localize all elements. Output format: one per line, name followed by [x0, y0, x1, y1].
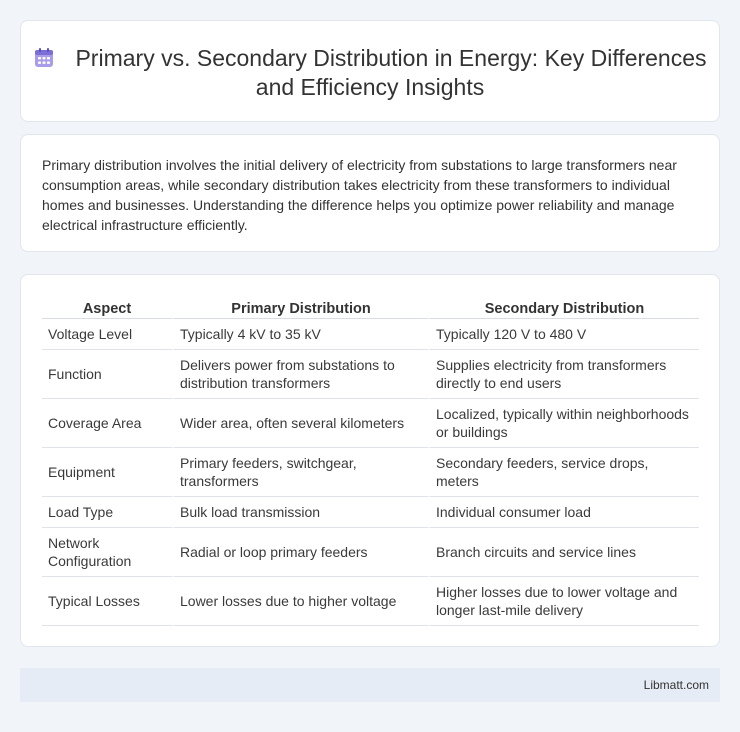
header-aspect: Aspect	[42, 295, 172, 319]
footer-brand-link[interactable]: Libmatt.com	[643, 678, 709, 692]
row-secondary: Secondary feeders, service drops, meters	[428, 448, 699, 497]
row-aspect: Network Configuration	[42, 528, 172, 577]
row-secondary: Branch circuits and service lines	[428, 528, 699, 577]
table-row	[42, 528, 699, 577]
intro-card	[20, 134, 720, 252]
row-aspect: Equipment	[42, 448, 172, 497]
header-primary: Primary Distribution	[172, 295, 428, 319]
calendar-icon	[33, 47, 55, 69]
row-primary: Typically 4 kV to 35 kV	[172, 319, 428, 350]
row-secondary: Supplies electricity from transformers directly to end users	[428, 350, 699, 399]
row-secondary: Individual consumer load	[428, 497, 699, 528]
footer	[20, 668, 720, 702]
row-aspect: Coverage Area	[42, 399, 172, 448]
table-row	[42, 448, 699, 497]
row-secondary: Higher losses due to lower voltage and longer last-mile delivery	[428, 577, 699, 626]
intro-paragraph: Primary distribution involves the initial delivery of electricity from substations to large transformers near consumption areas, while secondary distribution takes electricity from these transformers to individual homes and businesses. Understanding the difference helps you optimize power reliability and manage electrical infrastructure efficiently.	[42, 157, 677, 233]
table-row	[42, 319, 699, 350]
table-card	[20, 274, 720, 647]
row-secondary: Localized, typically within neighborhoods or buildings	[428, 399, 699, 448]
table-row	[42, 350, 699, 399]
row-primary: Delivers power from substations to distribution transformers	[172, 350, 428, 399]
header-card	[20, 20, 720, 122]
row-primary: Radial or loop primary feeders	[172, 528, 428, 577]
comparison-table	[42, 295, 699, 626]
row-primary: Lower losses due to higher voltage	[172, 577, 428, 626]
table-header-row	[42, 295, 699, 319]
table-row	[42, 497, 699, 528]
row-primary: Bulk load transmission	[172, 497, 428, 528]
row-aspect: Typical Losses	[42, 577, 172, 626]
table-row	[42, 577, 699, 626]
row-aspect: Voltage Level	[42, 319, 172, 350]
row-aspect: Function	[42, 350, 172, 399]
row-aspect: Load Type	[42, 497, 172, 528]
row-primary: Wider area, often several kilometers	[172, 399, 428, 448]
row-secondary: Typically 120 V to 480 V	[428, 319, 699, 350]
table-row	[42, 399, 699, 448]
row-primary: Primary feeders, switchgear, transformers	[172, 448, 428, 497]
page-title: Primary vs. Secondary Distribution in Energy: Key Differences and Efficiency Insights	[75, 45, 707, 100]
header-secondary: Secondary Distribution	[428, 295, 699, 319]
page-title-wrap	[21, 44, 719, 102]
